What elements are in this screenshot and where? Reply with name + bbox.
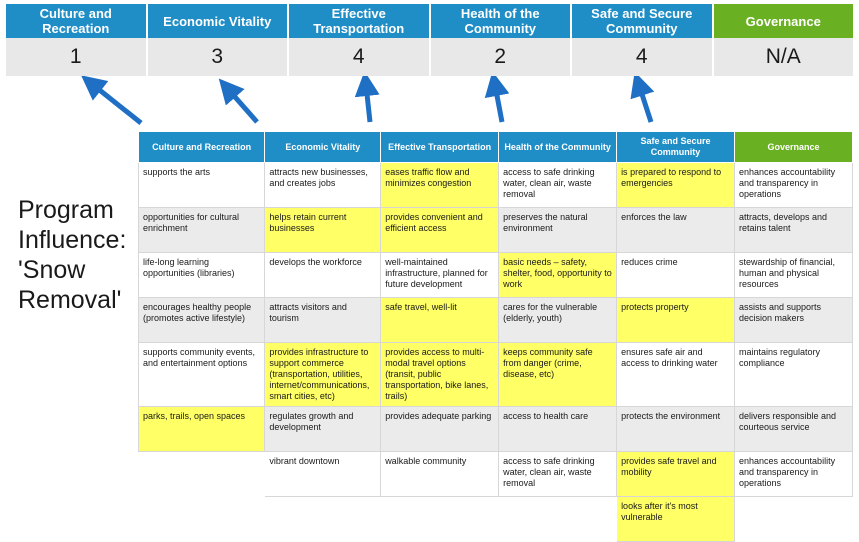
- score-health-of-the-community: 2: [431, 38, 573, 76]
- matrix-cell: enhances accountability and transparency in operations: [735, 452, 853, 497]
- table-row: [139, 298, 853, 343]
- table-row: [139, 407, 853, 452]
- matrix-header-row: [139, 132, 853, 163]
- score-culture-and-recreation: 1: [6, 38, 148, 76]
- matrix-cell: provides infrastructure to support commerce (transportation, utilities, internet/communications, smart cities, etc): [265, 343, 381, 407]
- matrix-cell: helps retain current businesses: [265, 208, 381, 253]
- arrow-economic-vitality: [228, 89, 257, 122]
- scorecard-header-governance: Governance: [714, 4, 854, 38]
- matrix-cell: walkable community: [381, 452, 499, 497]
- matrix-cell: [381, 497, 499, 542]
- scorecard-header-effective-transportation: Effective Transportation: [289, 4, 431, 38]
- page-title: [18, 195, 138, 315]
- matrix-cell: supports the arts: [139, 163, 265, 208]
- matrix-cell: [139, 497, 265, 542]
- table-row: [139, 343, 853, 407]
- matrix-cell: provides adequate parking: [381, 407, 499, 452]
- matrix-header-effective-transportation: Effective Transportation: [381, 132, 499, 163]
- matrix-cell: assists and supports decision makers: [735, 298, 853, 343]
- matrix-cell: attracts new businesses, and creates jobs: [265, 163, 381, 208]
- table-row: [139, 208, 853, 253]
- scorecard-header-economic-vitality: Economic Vitality: [148, 4, 290, 38]
- matrix-cell: reduces crime: [617, 253, 735, 298]
- matrix-cell: cares for the vulnerable (elderly, youth): [499, 298, 617, 343]
- matrix-cell: preserves the natural environment: [499, 208, 617, 253]
- score-safe-and-secure-community: 4: [572, 38, 714, 76]
- matrix-cell: delivers responsible and courteous service: [735, 407, 853, 452]
- caption-line-3: 'Snow: [18, 256, 86, 284]
- arrow-health-of-the-community: [495, 85, 502, 122]
- table-row: [139, 452, 853, 497]
- matrix-cell: well-maintained infrastructure, planned for future development: [381, 253, 499, 298]
- score-economic-vitality: 3: [148, 38, 290, 76]
- arrows-layer: [0, 76, 859, 134]
- matrix-header-safe-and-secure-community: Safe and Secure Community: [617, 132, 735, 163]
- scorecard-header-health-of-the-community: Health of the Community: [431, 4, 573, 38]
- arrow-culture-and-recreation: [92, 84, 141, 123]
- matrix-cell: [735, 497, 853, 542]
- caption-line-2: Influence:: [18, 226, 127, 254]
- caption-line-4: Removal': [18, 286, 122, 314]
- matrix-cell: access to safe drinking water, clean air, waste removal: [499, 452, 617, 497]
- matrix-cell: access to safe drinking water, clean air, waste removal: [499, 163, 617, 208]
- matrix-cell: keeps community safe from danger (crime, disease, etc): [499, 343, 617, 407]
- matrix-cell: enhances accountability and transparency in operations: [735, 163, 853, 208]
- scorecard-header-culture-and-recreation: Culture and Recreation: [6, 4, 148, 38]
- scorecard-score-row: [6, 38, 853, 76]
- matrix-header-governance: Governance: [735, 132, 853, 163]
- matrix-cell: develops the workforce: [265, 253, 381, 298]
- matrix-cell: vibrant downtown: [265, 452, 381, 497]
- matrix-cell: [139, 452, 265, 497]
- matrix-cell: regulates growth and development: [265, 407, 381, 452]
- matrix-cell: basic needs – safety, shelter, food, opportunity to work: [499, 253, 617, 298]
- matrix-cell: life-long learning opportunities (libraries): [139, 253, 265, 298]
- matrix-cell: attracts visitors and tourism: [265, 298, 381, 343]
- score-governance: N/A: [765, 45, 801, 68]
- matrix-cell: provides convenient and efficient access: [381, 208, 499, 253]
- scorecard-header-row: [6, 4, 853, 38]
- matrix-cell: safe travel, well-lit: [381, 298, 499, 343]
- matrix-cell: protects property: [617, 298, 735, 343]
- score-effective-transportation: 4: [289, 38, 431, 76]
- matrix-cell: encourages healthy people (promotes active lifestyle): [139, 298, 265, 343]
- matrix-cell: maintains regulatory compliance: [735, 343, 853, 407]
- caption-line-1: Program: [18, 196, 114, 224]
- matrix-header-culture-and-recreation: Culture and Recreation: [139, 132, 265, 163]
- matrix-cell: [499, 497, 617, 542]
- matrix-cell: opportunities for cultural enrichment: [139, 208, 265, 253]
- matrix-cell: provides access to multi-modal travel options (transit, public transportation, bike lanes, trails): [381, 343, 499, 407]
- matrix-cell: looks after it's most vulnerable: [617, 497, 735, 542]
- matrix-cell: [265, 497, 381, 542]
- matrix-header-economic-vitality: Economic Vitality: [265, 132, 381, 163]
- table-row: [139, 163, 853, 208]
- matrix-cell: stewardship of financial, human and physical resources: [735, 253, 853, 298]
- matrix-cell: access to health care: [499, 407, 617, 452]
- arrow-safe-and-secure-community: [639, 85, 651, 122]
- matrix-cell: ensures safe air and access to drinking water: [617, 343, 735, 407]
- matrix-cell: protects the environment: [617, 407, 735, 452]
- arrow-effective-transportation: [366, 85, 370, 122]
- table-row: [139, 497, 853, 542]
- matrix-header-health-of-the-community: Health of the Community: [499, 132, 617, 163]
- table-row: [139, 253, 853, 298]
- matrix-cell: attracts, develops and retains talent: [735, 208, 853, 253]
- matrix-cell: supports community events, and entertainment options: [139, 343, 265, 407]
- scorecard-header-safe-and-secure-community: Safe and Secure Community: [572, 4, 714, 38]
- matrix-cell: parks, trails, open spaces: [139, 407, 265, 452]
- scorecard-summary-band: [6, 4, 853, 76]
- influence-matrix: [138, 131, 853, 542]
- matrix-cell: enforces the law: [617, 208, 735, 253]
- matrix-cell: eases traffic flow and minimizes congestion: [381, 163, 499, 208]
- matrix-cell: is prepared to respond to emergencies: [617, 163, 735, 208]
- matrix-cell: provides safe travel and mobility: [617, 452, 735, 497]
